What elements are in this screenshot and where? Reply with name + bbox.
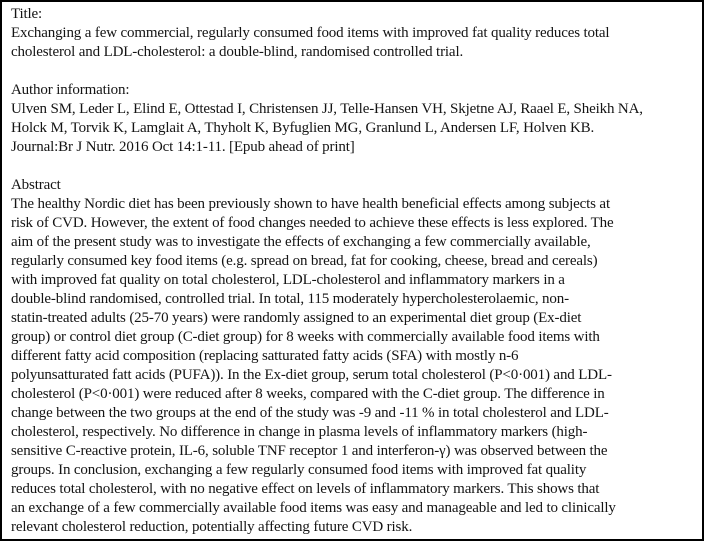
author-section-heading: Author information: xyxy=(11,82,130,98)
abstract-section xyxy=(11,176,694,537)
text-line: aim of the present study was to investigate the effects of exchanging a few commercially available, xyxy=(11,234,591,250)
text-line: double-blind randomised, controlled trial. In total, 115 moderately hypercholesterolaemic, non- xyxy=(11,291,569,307)
text-line: The healthy Nordic diet has been previously shown to have health beneficial effects among subjects at xyxy=(11,196,610,212)
text-line: an exchange of a few commercially available food items was easy and manageable and led to clinically xyxy=(11,500,616,516)
text-line: relevant cholesterol reduction, potentially affecting future CVD risk. xyxy=(11,519,413,535)
text-line: Exchanging a few commercial, regularly consumed food items with improved fat quality reduces total xyxy=(11,25,610,41)
author-section xyxy=(11,81,694,157)
text-line: cholesterol and LDL-cholesterol: a double-blind, randomised controlled trial. xyxy=(11,44,464,60)
text-line: Holck M, Torvik K, Lamglait A, Thyholt K, Byfuglien MG, Granlund L, Andersen LF, Holven KB. xyxy=(11,120,595,136)
text-line: statin-treated adults (25-70 years) were randomly assigned to an experimental diet group (Ex-diet xyxy=(11,310,582,326)
text-line: cholesterol, respectively. No difference in change in plasma levels of inflammatory markers (high- xyxy=(11,424,588,440)
text-line: group) or control diet group (C-diet group) for 8 weeks with commercially available food items with xyxy=(11,329,600,345)
text-line: Journal:Br J Nutr. 2016 Oct 14:1-11. [Epub ahead of print] xyxy=(11,139,355,155)
text-line: cholesterol (P<0·001) were reduced after 8 weeks, compared with the C-diet group. The difference in xyxy=(11,386,605,402)
text-line: regularly consumed key food items (e.g. spread on bread, fat for cooking, cheese, bread and cereals) xyxy=(11,253,598,269)
text-line: with improved fat quality on total cholesterol, LDL-cholesterol and inflammatory markers in a xyxy=(11,272,565,288)
text-line: sensitive C-reactive protein, IL-6, soluble TNF receptor 1 and interferon-γ) was observed between the xyxy=(11,443,608,459)
title-section xyxy=(11,5,694,62)
title-section-heading: Title: xyxy=(11,6,43,22)
abstract-section-heading: Abstract xyxy=(11,177,61,193)
title-text xyxy=(11,24,694,62)
text-line: groups. In conclusion, exchanging a few regularly consumed food items with improved fat quality xyxy=(11,462,587,478)
text-line: reduces total cholesterol, with no negative effect on levels of inflammatory markers. This shows that xyxy=(11,481,600,497)
text-line: risk of CVD. However, the extent of food changes needed to achieve these effects is less explored. The xyxy=(11,215,614,231)
text-line: change between the two groups at the end of the study was -9 and -11 % in total cholesterol and LDL- xyxy=(11,405,609,421)
text-line: Ulven SM, Leder L, Elind E, Ottestad I, Christensen JJ, Telle-Hansen VH, Skjetne AJ, Raael E, Sheikh NA, xyxy=(11,101,643,117)
text-line: polyunsatturated fatt acids (PUFA)). In the Ex-diet group, serum total cholesterol (P<0·001) and LDL- xyxy=(11,367,612,383)
author-list-text xyxy=(11,100,694,157)
abstract-text xyxy=(11,195,694,537)
text-line: different fatty acid composition (replacing satturated fatty acids (SFA) with mostly n-6 xyxy=(11,348,519,364)
